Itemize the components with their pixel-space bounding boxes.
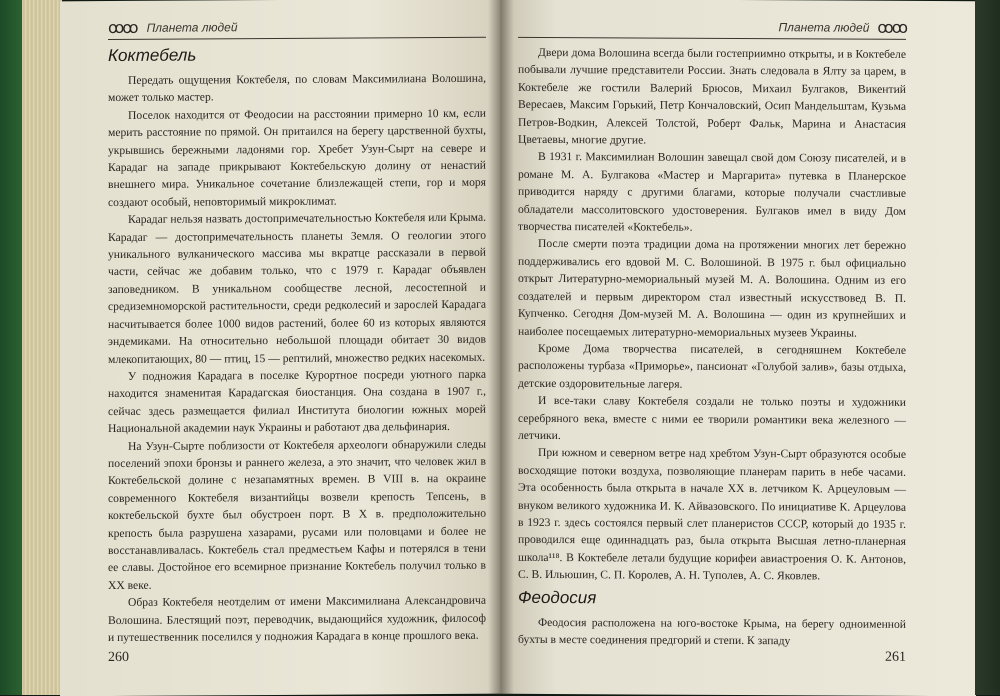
paragraph: Двери дома Волошина всегда были гостеприимно открыты, и в Коктебеле побывали лучшие представители России. Знать следовала в Ялту за царем, в Коктебеле же гостили Валерий Брюсов, Михаил Булгаков, Викентий Вересаев, Максим Горький, Петр Кончаловский, Осип Мандельштам, Кузьма Петров-Водкин, Алексей Толстой, Роберт Фальк, Марина и Анастасия Цветаевы, многие другие. [518,45,906,147]
left-running-head [108,15,486,40]
left-page [60,0,500,696]
paragraph: После смерти поэта традиции дома на протяжении многих лет бережно поддерживались его вдовой М. С. Волошиной. В 1975 г. был официально открыт Литературно-мемориальный музей М. А. Волошина. Одним из его создателей и первым директором стал известный искусствовед В. П. Купченко. Сегодня Дом-музей М. А. Волошина — один из крупнейших и наиболее посещаемых литературно-мемориальных музеев Украины. [518,237,906,340]
paragraph: В 1931 г. Максимилиан Волошин завещал свой дом Союзу писателей, и в романе М. А. Булгакова «Мастер и Маргарита» путевка в Планерское приводится наряду с другими благами, которые получали счастливые обладатели массолитовского удостоверения. Булгаков имел в виду Дом творчества писателей «Коктебель». [518,150,906,234]
right-running-head [518,15,906,40]
background-edge [975,0,1000,695]
paragraph: Феодосия расположена на юго-востоке Крыма, на берегу одноименной бухты в месте соединения предгорий и степи. К западу [518,615,906,648]
page-number-right: 261 [885,649,906,665]
page-stack-edge [22,0,62,695]
paragraph: Образ Коктебеля неотделим от имени Максимилиана Александровича Волошина. Блестящий поэт, переводчик, выдающийся художник, философ и путешественник поселился у подножия Карадага в конце прошлого века. [108,593,486,645]
section-heading-feodosia: Феодосия [518,587,597,607]
running-head-title: Планета людей [778,20,870,35]
paragraph: И все-таки славу Коктебеля создали не только поэты и художники серебряного века, вместе с ними ее творили романтики века железного — летчики. [518,394,906,443]
section-heading-koktebel: Коктебель [108,45,197,66]
book-gutter [488,0,514,695]
paragraph: При южном и северном ветре над хребтом Узун-Сырт образуются особые восходящие потоки воздуха, позволяющие планерам парить в небе часами. Эта особенность была открыта в начале XX в. летчиком К. Арцеуловым — внуком великого художника И. К. Айвазовского. По инициативе К. Арцеулова в 1923 г. здесь состоялся первый слет планеристов СССР, который до 1935 г. проводился еще одиннадцать раз, была открыта Высшая летно-планерная школа¹¹⁸. В Коктебеле летали будущие корифеи авиастроения О. К. Антонов, С. В. Ильюшин, С. П. Королев, А. Н. Туполев, А. С. Яковлев. [518,446,906,583]
paragraph: Карадаг нельзя назвать достопримечательностью Коктебеля или Крыма. Карадаг — достопримечательность планеты Земля. О геологии этого уникального вулканического массива мы вкратце рассказали в первой части, сейчас же добавим только, что с 1979 г. Карадаг объявлен заповедником. В уникальном сообществе лесной, лесостепной и средиземноморской растительности, среди редколесий и зарослей Карадага насчитывается более 1000 видов растений, более 60 из которых являются эндемиками. На относительно небольшой площади обитает 30 видов млекопитающих, 80 — птиц, 15 — рептилий, множество редких насекомых. [108,210,486,366]
right-page [500,0,976,696]
paragraph: Кроме Дома творчества писателей, в сегодняшнем Коктебеле расположены турбаза «Приморье», пансионат «Голубой залив», базы отдыха, детские оздоровительные лагеря. [518,341,906,391]
paragraph: У подножия Карадага в поселке Курортное посреди уютного парка находится знаменитая Карадагская биостанция. Она создана в 1907 г., сейчас здесь размещается филиал Института биологии южных морей Национальной академии наук Украины и работают два дельфинария. [108,367,486,436]
paragraph: Передать ощущения Коктебеля, по словам Максимилиана Волошина, может только мастер. [108,71,486,105]
paragraph: Поселок находится от Феодосии на расстоянии примерно 10 км, если мерить расстояние по прямой. Он притаился на берегу царственной бухты, укрывшись бережными ладонями гор. Хребет Узун-Сырт на севере и Карадаг на западе прикрывают Коктебельскую долину от ненастий внешнего мира. Уникальное сочетание близлежащей степи, гор и моря создают особый, неповторимый микроклимат. [108,106,486,209]
paragraph: На Узун-Сырте поблизости от Коктебеля археологи обнаружили следы поселений эпохи бронзы и раннего железа, а это значит, что человек жил в Коктебельской долине с незапамятных времен. В VIII в. на окраине современного Коктебеля византийцы возвели крепость Тепсень, в коктебельской бухте был обустроен порт. В X в. предположительно крепость была разрушена хазарами, русами или половцами и более не восстанавливалась. Коктебель стал предместьем Кафы и потерялся в тени ее славы. Достойное его всемирное признание Коктебель получил только в XX веке. [108,437,486,592]
running-head-title: Планета людей [146,20,238,35]
ornament-icon: ꝏꝏ [108,19,137,38]
page-number-left: 260 [108,649,129,666]
ornament-icon: ꝏꝏ [877,19,906,37]
